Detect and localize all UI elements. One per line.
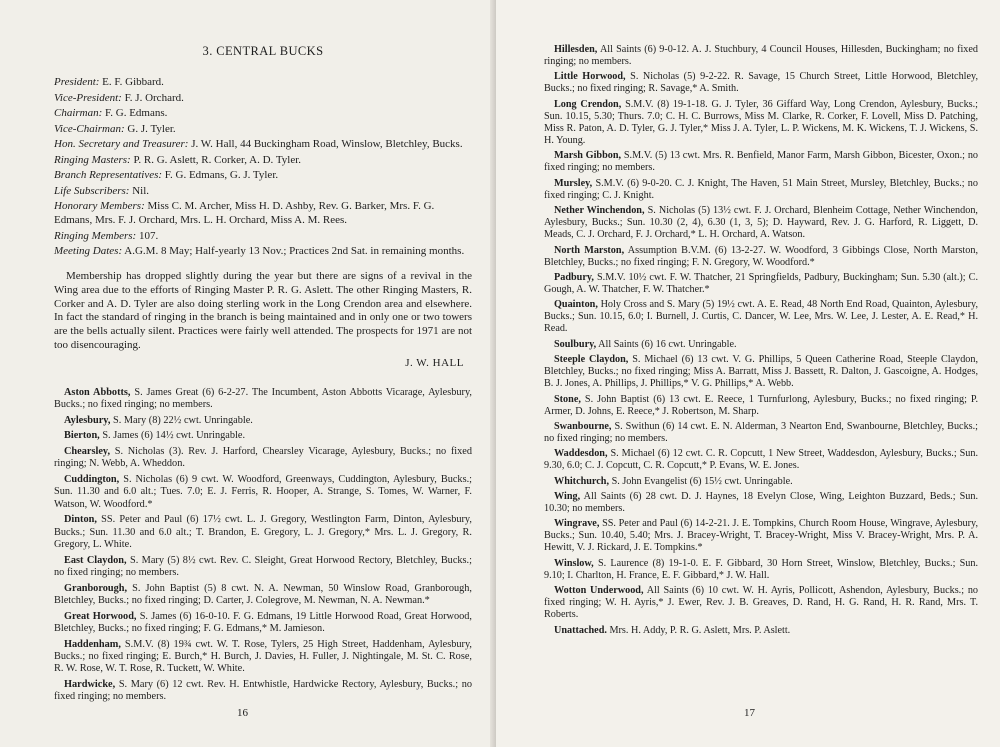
officer-value: F. G. Edmans, G. J. Tyler. <box>164 169 279 181</box>
tower-entry <box>54 639 472 676</box>
tower-details: S. Nicholas (5) 13½ cwt. F. J. Orchard, Blenheim Cottage, Nether Winchendon, Aylesbury, Bucks.; Sun. 10.30 (2, 4), 6.30 (1, 3, 5); D. Hayward, Rev. J. G. Harford, R. Liggett, D. Meads, C. J. Orchard, F. J. Orchard,* L. H. Orchard, A. Watson. <box>544 205 978 241</box>
tower-details: S. Mary (5) 8½ cwt. Rev. C. Sleight, Great Horwood Rectory, Bletchley, Bucks.; no fixed ringing; no members. <box>54 554 472 578</box>
officer-role: Hon. Secretary and Treasurer: <box>54 138 189 150</box>
officer-line <box>54 184 472 198</box>
tower-entry <box>544 518 978 554</box>
tower-details: S. James (6) 14½ cwt. Unringable. <box>102 430 246 442</box>
tower-entry <box>544 44 978 68</box>
officer-line <box>54 106 472 120</box>
tower-name: Bierton, <box>64 430 100 442</box>
tower-entry <box>54 446 472 471</box>
tower-details: S. James (6) 16-0-10. F. G. Edmans, 19 Little Horwood Road, Great Horwood, Bletchley, Bucks.; no fixed ringing; F. G. Edmans,* M. Jamieson. <box>54 610 472 634</box>
tower-details: S. James Great (6) 6-2-27. The Incumbent, Aston Abbotts Vicarage, Aylesbury, Bucks.; no fixed ringing; no members. <box>54 386 472 411</box>
tower-name: Mursley, <box>554 177 593 189</box>
officer-value: F. J. Orchard. <box>124 91 184 104</box>
officer-line <box>54 91 472 105</box>
tower-name: Nether Winchendon, <box>554 205 645 217</box>
tower-name: North Marston, <box>554 244 625 256</box>
tower-name: Unattached. <box>554 624 607 636</box>
tower-entry <box>544 150 978 174</box>
tower-details: S. John Evangelist (6) 15½ cwt. Unringable. <box>611 475 793 487</box>
officer-role: Chairman: <box>54 107 103 119</box>
officer-line <box>54 199 472 227</box>
tower-name: Granborough, <box>64 582 128 594</box>
tower-details: S.M.V. 10½ cwt. F. W. Thatcher, 21 Springfields, Padbury, Buckingham; Sun. 5.30 (alt.); C. Gough, A. W. Thatcher, F. W. Thatcher.* <box>544 271 978 295</box>
tower-entry <box>54 583 472 608</box>
tower-name: Waddesdon, <box>554 448 608 460</box>
tower-details: S. Mary (6) 12 cwt. Rev. H. Entwhistle, Hardwicke Rectory, Aylesbury, Bucks.; no fixed ringing; no members. <box>54 678 472 703</box>
right-page <box>496 0 1000 747</box>
tower-entry <box>544 585 978 621</box>
tower-name: Padbury, <box>554 271 594 283</box>
officer-value: G. J. Tyler. <box>127 122 176 135</box>
officer-role: Vice-President: <box>54 91 122 104</box>
officer-line <box>54 75 472 89</box>
tower-name: Marsh Gibbon, <box>554 150 622 162</box>
tower-name: Aston Abbotts, <box>64 386 131 398</box>
tower-name: Hillesden, <box>554 44 598 55</box>
tower-entry <box>544 558 978 582</box>
tower-details: S.M.V. (8) 19¾ cwt. W. T. Rose, Tylers, 25 High Street, Haddenham, Aylesbury, Bucks.; no fixed ringing; E. Burch,* H. Burch, J. Davies, H. Fuller, J. Nightingale, M. St. C. Rose, R. W. Rose, W. T. Rose, R. Tuckett, W. White. <box>54 638 472 675</box>
tower-details: S. Nicholas (3). Rev. J. Harford, Chearsley Vicarage, Aylesbury, Bucks.; no fixed ringing; N. Webb, A. Wheddon. <box>54 446 472 470</box>
officer-value: 107. <box>138 229 159 242</box>
officer-role: Life Subscribers: <box>54 184 130 197</box>
tower-details: S.M.V. (6) 9-0-20. C. J. Knight, The Haven, 51 Main Street, Mursley, Bletchley, Bucks.; no fixed ringing; C. J. Knight. <box>544 177 978 201</box>
tower-entry <box>54 679 472 704</box>
tower-name: Long Crendon, <box>554 98 622 110</box>
officer-value: P. R. G. Aslett, R. Corker, A. D. Tyler. <box>133 153 302 166</box>
tower-name: Swanbourne, <box>554 420 612 432</box>
tower-details: All Saints (6) 10 cwt. W. H. Ayris, Pollicott, Ashendon, Aylesbury, Bucks.; no fixed ringing; W. H. Ayris,* J. Ewer, Rev. J. B. Greaves, D. Rand, H. G. Rand, H. R. Rand, Mrs. T. Roberts. <box>544 585 979 621</box>
section-title: 3. CENTRAL BUCKS <box>202 44 324 58</box>
officer-line <box>54 153 472 167</box>
officer-role: Vice-Chairman: <box>54 122 125 135</box>
tower-name: Dinton, <box>64 514 97 526</box>
tower-name: Wotton Underwood, <box>554 585 644 597</box>
tower-entry <box>544 205 978 241</box>
officer-line <box>54 137 472 151</box>
tower-entry <box>544 339 978 351</box>
officer-role: Honorary Members: <box>54 200 145 212</box>
tower-entry <box>544 272 978 296</box>
tower-details: All Saints (6) 28 cwt. D. J. Haynes, 18 Evelyn Close, Wing, Leighton Buzzard, Beds.; Sun. 10.30; no members. <box>544 490 978 514</box>
tower-details: Assumption B.V.M. (6) 13-2-27. W. Woodford, 3 Gibbings Close, North Marston, Bletchley, Bucks.; no fixed ringing; F. N. Gregory, W. Woodford.* <box>544 244 978 268</box>
tower-details: S. John Baptist (6) 13 cwt. E. Reece, 1 Turnfurlong, Aylesbury, Bucks.; no fixed ringing; P. Armer, D. Johns, E. Reece,* J. Robertson, M. Sharp. <box>544 393 978 417</box>
tower-details: S.M.V. (8) 19-1-18. G. J. Tyler, 36 Giffard Way, Long Crendon, Aylesbury, Bucks.; Sun. 10.15, 5.30; Thurs. 7.0; C. H. C. Burrows, Miss M. Clarke, R. Corker, F. Lovell, Miss D. Patching, Miss R. Paton, A. D. Tyler, G. J. Tyler,* Miss J. A. Tyler, L. P. Wickens, M. K. Wickens, T. J. Wickens, S. H. Young. <box>544 98 979 147</box>
tower-entry <box>544 178 978 202</box>
tower-name: Cuddington, <box>64 474 120 486</box>
tower-entry <box>54 611 472 636</box>
officer-value: Miss C. M. Archer, Miss H. D. Ashby, Rev. G. Barker, Mrs. F. G. Edmans, Mrs. F. J. Orchard, Mrs. L. H. Orchard, Miss A. M. Rees. <box>54 200 435 226</box>
tower-entry <box>544 421 978 445</box>
officer-value: A.G.M. 8 May; Half-yearly 13 Nov.; Practices 2nd Sat. in remaining months. <box>124 245 465 257</box>
officer-value: J. W. Hall, 44 Buckingham Road, Winslow, Bletchley, Bucks. <box>191 138 463 150</box>
tower-name: Wingrave, <box>554 518 600 530</box>
tower-list <box>544 44 978 637</box>
tower-entry <box>544 354 978 390</box>
tower-name: Stone, <box>554 393 581 405</box>
tower-name: East Claydon, <box>64 554 127 566</box>
officer-role: Ringing Masters: <box>54 153 131 166</box>
tower-entry <box>54 555 472 580</box>
tower-details: S. Michael (6) 12 cwt. C. R. Copcutt, 1 New Street, Waddesdon, Aylesbury, Bucks.; Sun. 9.30, 6.0; C. J. Copcutt, C. R. Copcutt,* P. Evans, W. E. Jones. <box>544 448 978 472</box>
tower-details: S. Nicholas (6) 9 cwt. W. Woodford, Greenways, Cuddington, Aylesbury, Bucks.; Sun. 11.30 and 6.0 alt.; Tues. 7.0; E. J. Ferris, R. Hooper, A. Strange, S. Tomes, W. Warner, F. Watson, W. Woodford.* <box>54 474 473 510</box>
officer-role: Meeting Dates: <box>54 245 123 257</box>
tower-name: Chearsley, <box>64 446 111 458</box>
tower-details: S. Nicholas (5) 9-2-22. R. Savage, 15 Church Street, Little Horwood, Bletchley, Bucks.; no fixed ringing; R. Savage,* A. Smith. <box>544 71 978 95</box>
tower-details: Mrs. H. Addy, P. R. G. Aslett, Mrs. P. Aslett. <box>609 624 791 636</box>
officer-role: Ringing Members: <box>54 229 137 242</box>
tower-name: Aylesbury, <box>64 414 111 426</box>
tower-entry <box>544 99 978 147</box>
tower-entry <box>54 474 472 511</box>
tower-list <box>54 387 472 704</box>
tower-entry <box>54 430 472 442</box>
tower-details: S. Mary (8) 22½ cwt. Unringable. <box>113 414 253 426</box>
tower-details: S. Laurence (8) 19-1-0. E. F. Gibbard, 30 Horn Street, Winslow, Bletchley, Bucks.; Sun. 9.10; I. Charlton, H. France, E. F. Gibbard,* J. W. Hall. <box>544 557 978 581</box>
tower-entry <box>54 415 472 427</box>
tower-details: All Saints (6) 9-0-12. A. J. Stuchbury, 4 Council Houses, Hillesden, Buckingham; no fixed ringing; no members. <box>544 44 978 68</box>
tower-name: Soulbury, <box>554 338 597 350</box>
tower-details: S.M.V. (5) 13 cwt. Mrs. R. Benfield, Manor Farm, Marsh Gibbon, Bicester, Oxon.; no fixed ringing; no members. <box>544 150 979 174</box>
tower-name: Whitchurch, <box>554 475 610 487</box>
page-number: 16 <box>237 707 248 719</box>
officer-line <box>54 168 472 182</box>
officer-line <box>54 229 472 243</box>
left-page <box>0 0 496 747</box>
tower-entry <box>54 387 472 412</box>
officer-role: President: <box>54 76 100 88</box>
officer-value: E. F. Gibbard. <box>102 76 164 88</box>
tower-name: Little Horwood, <box>554 71 626 83</box>
officer-value: F. G. Edmans. <box>105 107 168 119</box>
tower-details: SS. Peter and Paul (6) 14-2-21. J. E. Tompkins, Church Room House, Wingrave, Aylesbury, Bucks.; Sun. 10.40, 5.40; Mrs. J. Bracey-Wright, T. Bracey-Wright, Miss V. Bracey-Wright, Mrs. P. A. Hewitt, V. J. Rickard, J. E. Tompkins.* <box>544 518 979 554</box>
tower-details: All Saints (6) 16 cwt. Unringable. <box>598 338 737 350</box>
tower-name: Great Horwood, <box>64 610 137 622</box>
tower-entry <box>544 394 978 418</box>
tower-entry <box>544 245 978 269</box>
tower-entry <box>544 448 978 472</box>
tower-entry <box>544 625 978 637</box>
tower-details: S. Michael (6) 13 cwt. V. G. Phillips, 5 Queen Catherine Road, Steeple Claydon, Bletchley, Bucks.; no fixed ringing; Miss A. Barratt, Miss J. Bassett, R. Dalton, J. Gascoigne, A. Hodges, B. J. Jones, A. Phillips, J. Phillips,* V. G. Phillips,* A. Webb. <box>544 354 979 390</box>
tower-entry <box>544 491 978 515</box>
officer-line <box>54 122 472 136</box>
tower-details: SS. Peter and Paul (6) 17½ cwt. L. J. Gregory, Westlington Farm, Dinton, Aylesbury, Bucks.; Sun. 11.30 and 6.0 alt.; T. Brandon, E. Gregory, L. J. Gregory,* Mrs. L. J. Gregory, R. Gregory, L. White. <box>54 514 472 550</box>
tower-name: Hardwicke, <box>64 678 116 690</box>
tower-name: Haddenham, <box>64 638 121 650</box>
officer-value: Nil. <box>132 184 150 197</box>
tower-name: Quainton, <box>554 299 598 311</box>
branch-report: Membership has dropped slightly during the year but there are signs of a revival in the Wing area due to the efforts of Ringing Master P. R. G. Aslett. The other Ringing Masters, R. Corker and A. D. Tyler are also doing sterling work in the Long Crendon area and elsewhere. In fact the standard of ringing in the branch is being maintained and in only one or two towers are the bells actually silent. Practices were fairly well attended. The prospects for 1971 are not too disencouraging. <box>54 270 472 351</box>
tower-entry <box>54 514 472 551</box>
tower-entry <box>544 71 978 95</box>
officer-line <box>54 244 472 258</box>
tower-details: S. Swithun (6) 14 cwt. E. N. Alderman, 3 Nearton End, Swanbourne, Bletchley, Bucks.; no fixed ringing; no members. <box>544 420 979 444</box>
tower-details: Holy Cross and S. Mary (5) 19½ cwt. A. E. Read, 48 North End Road, Quainton, Aylesbury, Bucks.; Sun. 10.15, 6.0; I. Burnell, J. Curtis, C. Dancer, W. Lee, Mrs. W. Lee, J. Lester, A. E. Read,* H. Read. <box>544 299 978 335</box>
tower-name: Wing, <box>554 490 581 502</box>
tower-name: Steeple Claydon, <box>554 354 629 366</box>
page-number: 17 <box>744 707 755 719</box>
tower-entry <box>544 299 978 335</box>
officer-role: Branch Representatives: <box>54 169 163 181</box>
tower-details: S. John Baptist (5) 8 cwt. N. A. Newman, 50 Winslow Road, Granborough, Bletchley, Bucks.; no fixed ringing; D. Carter, J. Colegrove, M. Newman, N. A. Newman.* <box>54 582 472 606</box>
tower-name: Winslow, <box>554 557 594 569</box>
tower-entry <box>544 476 978 488</box>
officers-list <box>54 75 472 258</box>
report-signoff: J. W. HALL <box>405 356 464 369</box>
